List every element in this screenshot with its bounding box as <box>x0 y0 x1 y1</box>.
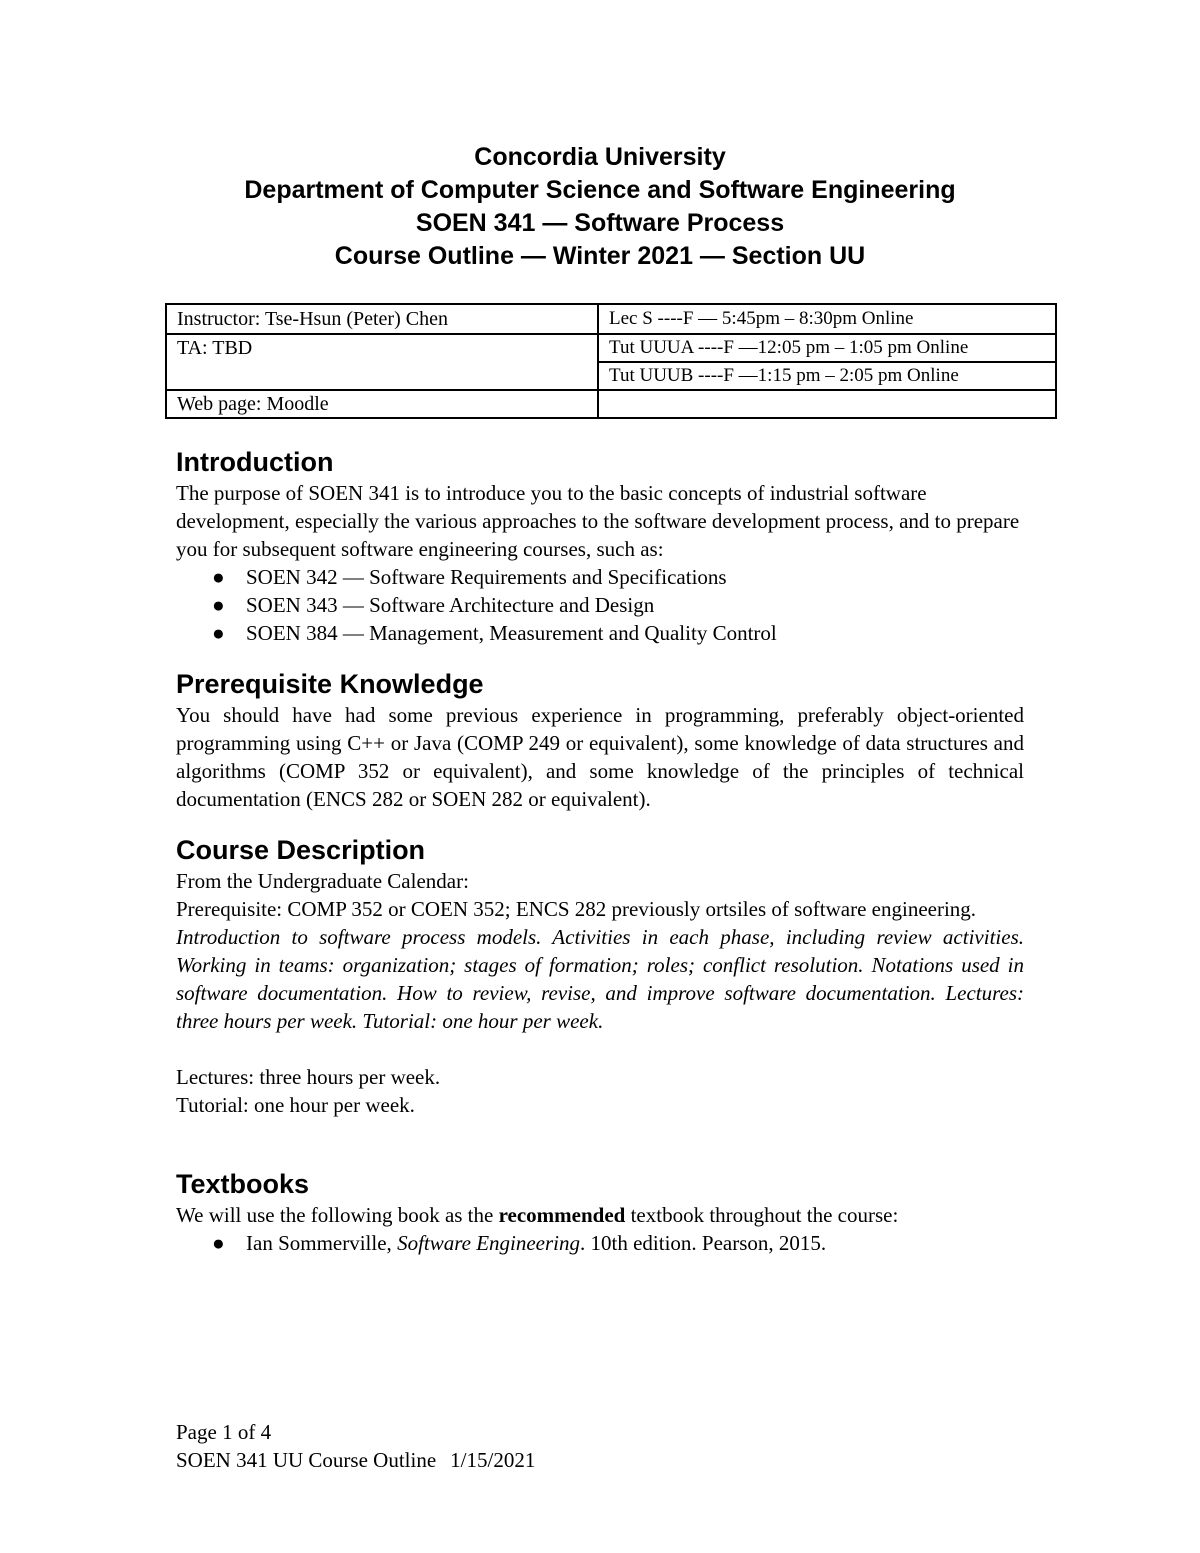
prerequisite-section <box>176 667 1024 813</box>
list-item: ● SOEN 342 — Software Requirements and Specifications <box>212 565 727 589</box>
textbooks-section <box>176 1167 1024 1257</box>
page-number: Page 1 of 4 <box>176 1420 272 1444</box>
introduction-section <box>176 445 1024 647</box>
textbooks-heading: Textbooks <box>176 1169 310 1199</box>
university-name: Concordia University <box>474 143 726 171</box>
footer-doc-info: SOEN 341 UU Course Outline 1/15/2021 <box>176 1448 536 1472</box>
prerequisite-body: You should have had some previous experience in programming, preferably object-oriented programming using C++ or Java (COMP 249 or equivalent), some knowledge of data structures and algorithms (COMP 352 or equivalent), and some knowledge of the principles of technical documentation (ENCS 282 or SOEN 282 or equivalent). <box>176 703 1024 811</box>
introduction-heading: Introduction <box>176 447 334 477</box>
calendar-source: From the Undergraduate Calendar: <box>176 869 469 893</box>
tutorial-b-cell: Tut UUUB ----F —1:15 pm – 2:05 pm Online <box>598 362 1056 390</box>
prerequisite-heading: Prerequisite Knowledge <box>176 669 484 699</box>
calendar-description: Introduction to software process models. Activities in each phase, including review activities. Working in teams: organization; stages of formation; roles; conflict resolution. Notations used in software documentation. How to review, revise, and improve software documentation. Lectures: three hours per week. Tutorial: one hour per week. <box>176 925 1024 1033</box>
introduction-body: The purpose of SOEN 341 is to introduce you to the basic concepts of industrial software development, especially the various approaches to the software development process, and to prepare you for subsequent software engineering courses, such as: <box>176 481 1020 561</box>
instructor-cell: Instructor: Tse-Hsun (Peter) Chen <box>166 304 598 334</box>
course-description-section <box>176 833 1024 1119</box>
follow-up-course-list <box>176 563 1024 647</box>
tutorial-a-cell: Tut UUUA ----F —12:05 pm – 1:05 pm Online <box>598 334 1056 362</box>
book-title: Software Engineering <box>397 1231 581 1255</box>
title-block <box>0 141 1200 273</box>
calendar-prerequisite: Prerequisite: COMP 352 or COEN 352; ENCS 282 previously ortsiles of software engineering. <box>176 897 977 921</box>
outline-subtitle: Course Outline — Winter 2021 — Section UU <box>334 242 866 270</box>
webpage-cell: Web page: Moodle <box>166 390 598 418</box>
page-footer <box>176 1418 535 1474</box>
list-item: ● SOEN 343 — Software Architecture and Design <box>212 593 655 617</box>
course-description-heading: Course Description <box>176 835 426 865</box>
main-content <box>176 445 1024 1257</box>
bullet-icon: ● <box>212 621 225 645</box>
tutorial-hours: Tutorial: one hour per week. <box>176 1093 415 1117</box>
empty-cell <box>598 390 1056 418</box>
lecture-hours: Lectures: three hours per week. <box>176 1065 441 1089</box>
bullet-icon: ● <box>212 565 225 589</box>
course-title: SOEN 341 — Software Process <box>415 209 785 237</box>
department-name: Department of Computer Science and Software Engineering <box>244 176 956 204</box>
list-item: ● SOEN 384 — Management, Measurement and Quality Control <box>212 621 777 645</box>
textbook-list <box>176 1229 1024 1257</box>
lecture-cell: Lec S ----F — 5:45pm – 8:30pm Online <box>598 304 1056 334</box>
bullet-icon: ● <box>212 593 225 617</box>
ta-cell: TA: TBD <box>166 334 598 390</box>
textbooks-intro: We will use the following book as the recommended textbook throughout the course: <box>176 1203 899 1227</box>
bullet-icon: ● <box>212 1231 225 1255</box>
course-info-table <box>165 303 1057 419</box>
list-item: ● Ian Sommerville, Software Engineering. 10th edition. Pearson, 2015. <box>212 1231 827 1255</box>
